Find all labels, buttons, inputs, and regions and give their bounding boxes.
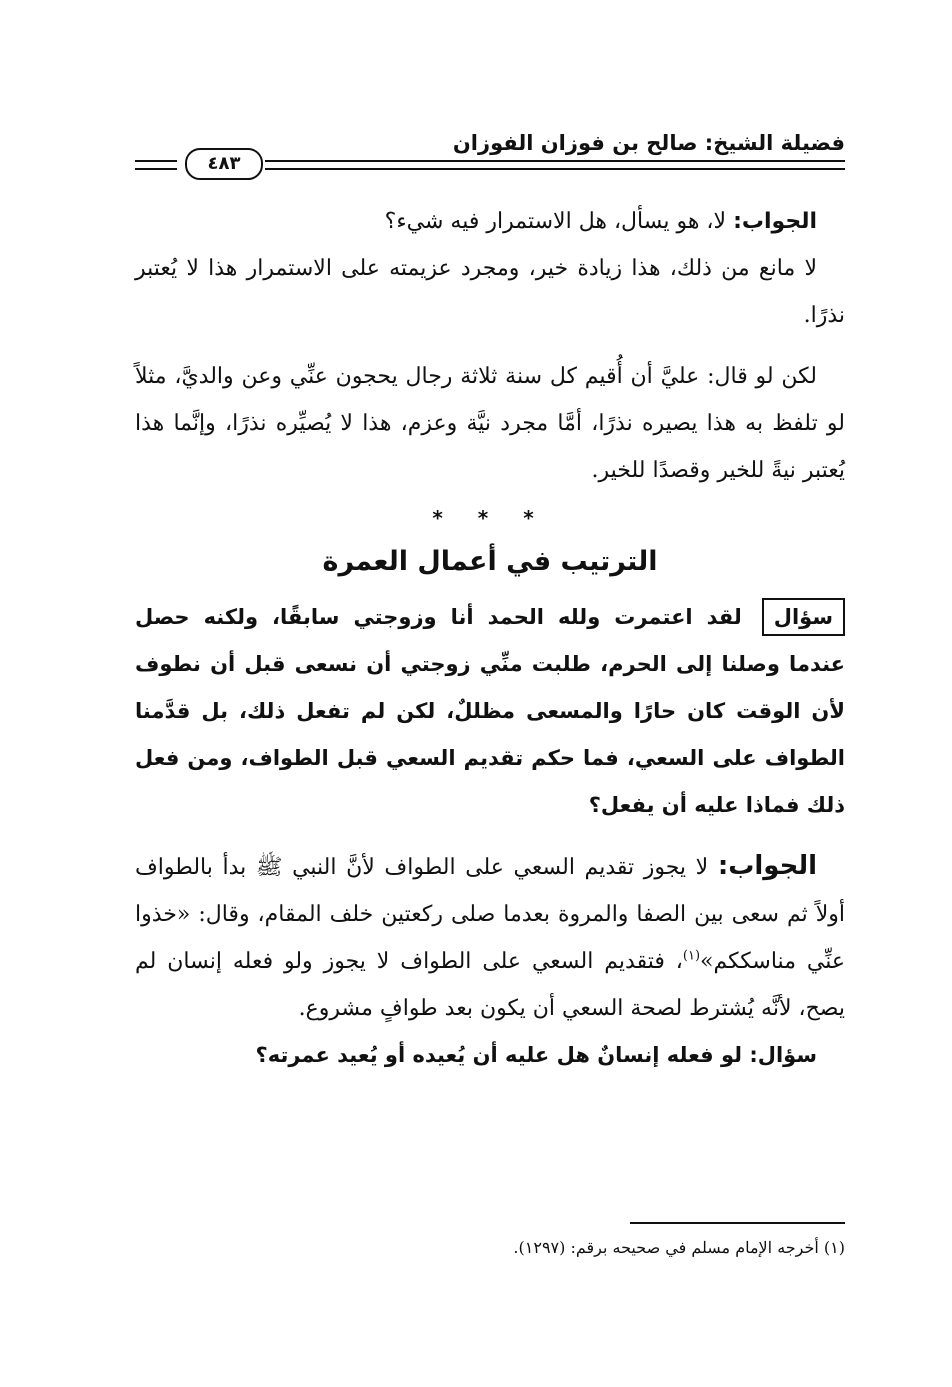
- header-rule: [265, 160, 845, 170]
- section-title: الترتيب في أعمال العمرة: [322, 546, 658, 577]
- answer-text: لا، هو يسأل، هل الاستمرار فيه شيء؟: [384, 209, 727, 234]
- header-rule-short: [135, 160, 177, 170]
- answer-paragraph-2: [135, 843, 845, 1032]
- page-body: [135, 198, 845, 1079]
- footnote: (١) أخرجه الإمام مسلم في صحيحه برقم: (١٢٩٧).: [513, 1238, 845, 1257]
- question-label-box: سؤال: [762, 598, 845, 636]
- question-paragraph: [135, 594, 845, 829]
- running-title: فضيلة الشيخ: صالح بن فوزان الفوزان: [452, 131, 845, 155]
- answer-text-part-2: ، فتقديم السعي على الطواف لا يجوز ولو فعله إنسان لم يصح، لأنَّه يُشترط لصحة السعي أن يكون بعد طوافٍ مشروع.: [135, 949, 845, 1021]
- question-text: لقد اعتمرت ولله الحمد أنا وزوجتي سابقًا، ولكنه حصل عندما وصلنا إلى الحرم، طلبت منِّي زوجتي أن نسعى قبل أن نطوف لأن الوقت كان حارًا والمسعى مظللٌ، لكن لم تفعل ذلك، بل قدَّمنا الطواف على السعي، فما حكم تقديم السعي قبل الطواف، ومن فعل ذلك فماذا عليه أن يفعل؟: [135, 605, 845, 817]
- answer-label: الجواب:: [733, 209, 817, 234]
- section-separator: * * *: [432, 506, 548, 530]
- answer-paragraph: [135, 198, 845, 245]
- answer-label: الجواب:: [717, 851, 817, 881]
- body-paragraph-2: لكن لو قال: عليَّ أن أُقيم كل سنة ثلاثة رجال يحجون عنِّي وعن والديَّ، مثلاً لو تلفظ به هذا يصيره نذرًا، أمَّا مجرد نيَّة وعزم، هذا لا يُصيِّره نذرًا، وإنَّما هذا يُعتبر نيةً للخير وقصدًا للخير.: [135, 364, 845, 483]
- answer-text-part-1: لا يجوز تقديم السعي على الطواف لأنَّ النبي ﷺ بدأ بالطواف أولاً ثم سعى بين الصفا والمروة بعدما صلى ركعتين خلف المقام، وقال: «خذوا عنِّي مناسككم»: [135, 855, 845, 974]
- footnote-reference: (١): [682, 948, 701, 964]
- page-number: ٤٨٣: [185, 148, 263, 180]
- follow-up-question: سؤال: لو فعله إنسانٌ هل عليه أن يُعيده أو يُعيد عمرته؟: [255, 1043, 817, 1067]
- footnote-rule: [630, 1222, 845, 1224]
- body-paragraph-1: لا مانع من ذلك، هذا زيادة خير، ومجرد عزيمته على الاستمرار هذا لا يُعتبر نذرًا.: [135, 256, 845, 328]
- book-page: [135, 110, 845, 1290]
